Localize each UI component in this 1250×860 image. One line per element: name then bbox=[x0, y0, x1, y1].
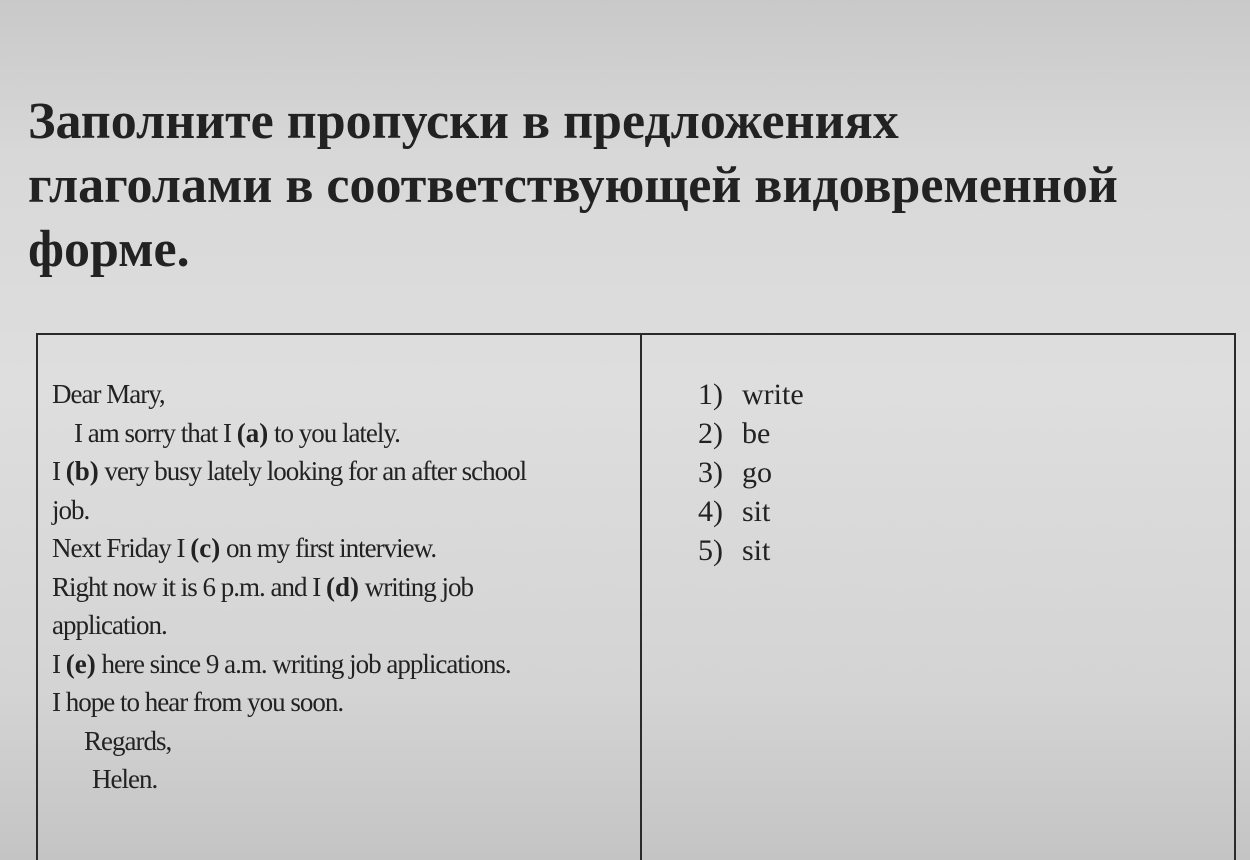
letter-text-segment: here since 9 a.m. writing job applications. bbox=[95, 648, 511, 679]
letter-line bbox=[52, 568, 526, 607]
letter-text bbox=[52, 375, 526, 799]
letter-line bbox=[52, 645, 526, 684]
letter-greeting: Dear Mary, bbox=[52, 379, 165, 409]
option-number: 5) bbox=[698, 534, 723, 567]
letter-text-segment: on my first interview. bbox=[220, 533, 437, 563]
option-word: sit bbox=[742, 534, 771, 567]
option-word: go bbox=[742, 456, 772, 489]
letter-cell bbox=[38, 335, 642, 860]
gap-marker-e: (e) bbox=[65, 648, 96, 679]
letter-line: application. bbox=[52, 610, 167, 640]
letter-text-segment: very busy lately looking for an after school bbox=[98, 456, 527, 486]
letter-text-segment: writing job bbox=[359, 571, 473, 602]
verb-option bbox=[698, 375, 804, 414]
letter-text-segment: I bbox=[52, 456, 66, 486]
letter-line bbox=[52, 452, 526, 491]
task-heading bbox=[28, 90, 1238, 282]
task-table bbox=[36, 333, 1236, 860]
gap-marker-b: (b) bbox=[65, 456, 99, 486]
letter-line bbox=[52, 414, 526, 453]
letter-closing: Regards, bbox=[84, 725, 172, 756]
verb-option bbox=[698, 414, 804, 453]
option-number: 3) bbox=[698, 456, 723, 489]
task-heading-line: форме. bbox=[28, 221, 190, 278]
option-number: 1) bbox=[698, 378, 723, 411]
letter-text-segment: Next Friday I bbox=[52, 533, 191, 563]
letter-line: I hope to hear from you soon. bbox=[52, 687, 344, 717]
letter-signature: Helen. bbox=[92, 764, 158, 794]
letter-text-segment: Right now it is 6 p.m. and I bbox=[52, 571, 326, 602]
verb-option bbox=[698, 492, 804, 531]
option-word: write bbox=[742, 378, 804, 411]
letter-text-segment: I bbox=[52, 648, 66, 679]
option-number: 2) bbox=[698, 417, 723, 450]
letter-line bbox=[52, 529, 526, 568]
verb-options-list bbox=[698, 375, 804, 570]
option-word: be bbox=[742, 417, 771, 450]
option-number: 4) bbox=[698, 495, 723, 528]
letter-line: job. bbox=[52, 494, 90, 525]
gap-marker-a: (a) bbox=[236, 417, 269, 448]
gap-marker-c: (c) bbox=[190, 533, 221, 563]
letter-text-segment: I am sorry that I bbox=[74, 417, 237, 448]
options-cell bbox=[642, 335, 1234, 860]
verb-option bbox=[698, 531, 804, 570]
gap-marker-d: (d) bbox=[326, 571, 359, 602]
verb-option bbox=[698, 453, 804, 492]
task-heading-line: глаголами в соответствующей видовременной bbox=[28, 157, 1118, 214]
task-heading-line: Заполните пропуски в предложениях bbox=[28, 93, 899, 150]
letter-text-segment: to you lately. bbox=[268, 417, 400, 448]
option-word: sit bbox=[742, 495, 771, 528]
